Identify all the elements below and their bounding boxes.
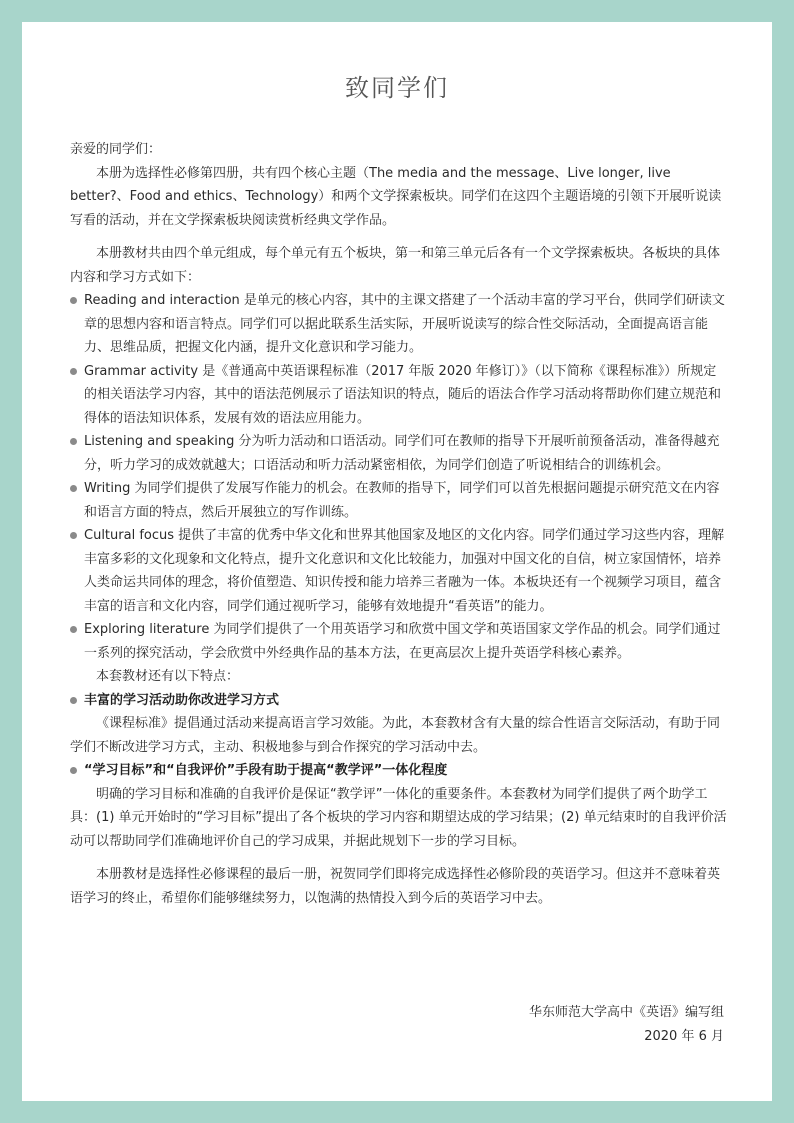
section-item-writing: Writing 为同学们提供了发展写作能力的机会。在教师的指导下，同学们可以首先根据问题提示研究范文在内容和语言方面的特点，然后开展独立的写作训练。 <box>70 477 728 524</box>
signature-block <box>529 1001 724 1048</box>
feature-2-title: “学习目标”和“自我评价”手段有助于提高“教学评”一体化程度 <box>70 759 728 783</box>
section-item-reading: Reading and interaction 是单元的核心内容，其中的主课文搭建了一个活动丰富的学习平台，供同学们研读文章的思想内容和语言特点。同学们可以据此联系生活实际，开展听说读写的综合性交际活动，全面提高语言能力、思维品质，把握文化内涵，提升文化意识和学习能力。 <box>70 289 728 360</box>
section-item-listening: Listening and speaking 分为听力活动和口语活动。同学们可在教师的指导下开展听前预备活动，准备得越充分，听力学习的成效就越大；口语活动和听力活动紧密相依，为同学们创造了听说相结合的训练机会。 <box>70 430 728 477</box>
feature-1-text: 《课程标准》提倡通过活动来提高语言学习效能。为此，本套教材含有大量的综合性语言交际活动，有助于同学们不断改进学习方式，主动、积极地参与到合作探究的学习活动中去。 <box>70 716 721 755</box>
page-title: 致同学们 <box>345 74 449 102</box>
section-item-cultural: Cultural focus 提供了丰富的优秀中华文化和世界其他国家及地区的文化内容。同学们通过学习这些内容，理解丰富多彩的文化现象和文化特点，提升文化意识和文化比较能力，加强对中国文化的自信，树立家国情怀，培养人类命运共同体的理念，将价值塑造、知识传授和能力培养三者融为一体。本板块还有一个视频学习项目，蕴含丰富的语言和文化内容，同学们通过视听学习，能够有效地提升“看英语”的能力。 <box>70 524 728 618</box>
section-item-literature: Exploring literature 为同学们提供了一个用英语学习和欣赏中国文学和英语国家文学作品的机会。同学们通过一系列的探究活动，学会欣赏中外经典作品的基本方法，在更高层次上提升英语学科核心素养。 <box>70 618 728 665</box>
feature-1-title: 丰富的学习活动助你改进学习方式 <box>70 689 728 713</box>
feature-2-text: 明确的学习目标和准确的自我评价是保证“教学评”一体化的重要条件。本套教材为同学们提供了两个助学工具：(1) 单元开始时的“学习目标”提出了各个板块的学习内容和期望达成的学习结果；(2) 单元结束时的自我评价活动可以帮助同学们准确地评价自己的学习成果，并据此规划下一步的学习目标。 <box>70 786 727 849</box>
greeting: 亲爱的同学们： <box>70 142 162 157</box>
features-intro: 本套教材还有以下特点： <box>96 669 240 684</box>
section-item-grammar: Grammar activity 是《普通高中英语课程标准（2017 年版 2020 年修订）》（以下简称《课程标准》）所规定的相关语法学习内容，其中的语法范例展示了语法知识的特点，随后的语法合作学习活动将帮助你们建立规范和得体的语法知识体系，发展有效的语法应用能力。 <box>70 360 728 431</box>
intro-paragraph-1: 本册为选择性必修第四册，共有四个核心主题（The media and the message、Live longer, live better?、Food and ethics、Technology）和两个文学探索板块。同学们在这四个主题语境的引领下开展听说读写看的活动，并在文学探索板块阅读赏析经典文学作品。 <box>70 165 722 228</box>
letter-body <box>70 138 728 910</box>
intro-paragraph-2: 本册教材共由四个单元组成，每个单元有五个板块，第一和第三单元后各有一个文学探索板块。各板块的具体内容和学习方式如下： <box>70 246 721 285</box>
signature: 华东师范大学高中《英语》编写组 <box>528 1005 724 1020</box>
closing-paragraph: 本册教材是选择性必修课程的最后一册，祝贺同学们即将完成选择性必修阶段的英语学习。但这并不意味着英语学习的终止，希望你们能够继续努力，以饱满的热情投入到今后的英语学习中去。 <box>70 867 721 906</box>
letter-page <box>22 22 772 1101</box>
date: 2020 年 6 月 <box>644 1028 724 1044</box>
